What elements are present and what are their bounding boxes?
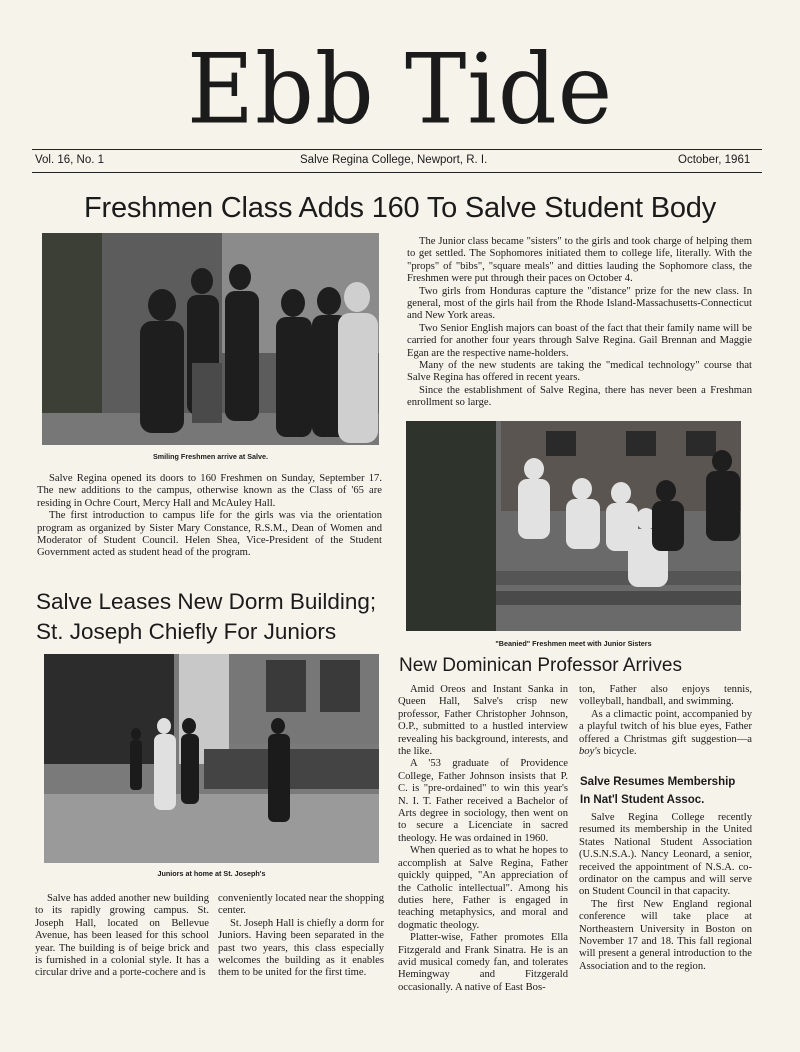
nsa-headline-line1: Salve Resumes Membership: [580, 776, 736, 788]
professor-climax-end: bicycle.: [600, 746, 637, 758]
lead-paragraph: Two girls from Honduras capture the "distance" prize for the new class. In general, most of the girls hail from the Rhode Island-Massachusetts-Connecticut and New York areas.: [407, 285, 752, 322]
professor-paragraph: ton, Father also enjoys tennis, volleyball, handball, and swimming.: [579, 684, 752, 708]
lead-story-left-text: [37, 473, 382, 560]
professor-story-col1: [398, 684, 568, 994]
professor-paragraph: Platter-wise, Father promotes Ella Fitzgerald and Frank Sinatra. He is an avid musical comedy fan, and tolerates Hemingway and Fitzgerald occasionally. A native of East Bos-: [398, 932, 568, 993]
lead-paragraph: The first introduction to campus life for the girls was via the orientation program as organized by Sister Mary Constance, R.S.M., Dean of Women and Moderator of Student Council. Helen Shea, Vice-President of the Student Government acted as student head of the program.: [37, 510, 382, 559]
dorm-paragraph: Salve has added another new building to its rapidly growing campus. St. Joseph Hall, located on Bellevue Avenue, has been leased for this school year. The building is of beige brick and is furnished in a colonial style. It has a circular drive and a porte-cochere and is: [35, 893, 209, 979]
st-joseph-hall-photo: [44, 654, 379, 863]
lead-paragraph: The Junior class became "sisters" to the girls and took charge of helping them to get settled. The Sophomores initiated them to college life, literally. With the "props" of "bibs", "square meals" and ditties lauding the Sophomore class, the Freshmen were put through their paces on October 4.: [407, 236, 752, 285]
nsa-paragraph: Salve Regina College recently resumed its membership in the United States National Student Association (U.S.N.S.A.). Nancy Leonard, a senior, received the appointment of N.S.A. co-ordinator on the campus and will serve on Student Council in that capacity.: [579, 812, 752, 898]
professor-headline: New Dominican Professor Arrives: [399, 655, 682, 676]
nsa-headline: [580, 773, 760, 809]
professor-paragraph: When queried as to what he hopes to accomplish at Salve Regina, Father quickly quipped, "An appreciation of the Catholic intellectual". Among his duties here, Father is engaged in teaching metaphysics, and moral and dogmatic theology.: [398, 845, 568, 931]
professor-climax-emphasis: boy's: [579, 746, 601, 758]
lead-headline: Freshmen Class Adds 160 To Salve Student Body: [83, 192, 717, 224]
masthead-top-rule: [32, 149, 762, 150]
freshmen-arrival-caption: Smiling Freshmen arrive at Salve.: [152, 452, 269, 461]
freshmen-arrival-photo: [42, 233, 379, 445]
college-location: Salve Regina College, Newport, R. I.: [300, 154, 488, 166]
nsa-paragraph: The first New England regional conference will take place at Northeastern University in Boston on November 17 and 18. This fall regional will present a general introduction to the Association and to the region.: [579, 898, 752, 972]
masthead-bottom-rule: [32, 172, 762, 173]
lead-paragraph: Many of the new students are taking the "medical technology" course that Salve Regina has offered in recent years.: [407, 360, 752, 384]
professor-climax-text: As a climactic point, accompanied by a playful twitch of his blue eyes, Father offered a Christmas gift suggestion—a: [579, 708, 752, 745]
nsa-headline-line2: In Nat'l Student Assoc.: [580, 794, 705, 806]
professor-paragraph: [579, 709, 752, 759]
dorm-headline-line2: St. Joseph Chiefly For Juniors: [36, 619, 337, 644]
professor-paragraph: Amid Oreos and Instant Sanka in Queen Hall, Salve's crisp new professor, Father Christopher Johnson, O.P., submitted to a hustled interview revealing his background, interests, and the like.: [398, 684, 568, 758]
dorm-story-col1: [35, 893, 209, 980]
professor-paragraph: A '53 graduate of Providence College, Father Johnson insists that P. C. is "pre-ordained" to win this year's N. I. T. Father received a Bachelor of Arts degree in sociology, then went on to secure a Licenciate in sacred theology. He was ordained in 1960.: [398, 758, 568, 844]
beanied-freshmen-caption: "Beanied" Freshmen meet with Junior Sisters: [495, 639, 652, 648]
lead-paragraph: Two Senior English majors can boast of the fact that their family name will be carried for another four years through Salve Regina. Gail Brennan and Maggie Egan are the respective name-holders.: [407, 322, 752, 359]
dorm-headline-line1: Salve Leases New Dorm Building;: [36, 589, 377, 614]
nsa-story-text: [579, 812, 752, 973]
beanied-freshmen-photo: [406, 421, 741, 631]
dorm-paragraph: conveniently located near the shopping center.: [218, 893, 384, 917]
lead-story-right-text: [407, 236, 752, 410]
lead-paragraph: Since the establishment of Salve Regina, there has never been a Freshman enrollment so large.: [407, 384, 752, 409]
st-joseph-caption: Juniors at home at St. Joseph's: [157, 869, 266, 878]
dorm-headline: [36, 587, 386, 647]
newspaper-masthead: Ebb Tide: [186, 33, 614, 146]
volume-number: Vol. 16, No. 1: [35, 154, 105, 166]
lead-paragraph: Salve Regina opened its doors to 160 Freshmen on Sunday, September 17. The new additions to the campus, otherwise known as the Class of '65 are residing in Ochre Court, Mercy Hall and McAuley Hall.: [37, 473, 382, 509]
professor-story-col2: [579, 684, 752, 758]
issue-date: October, 1961: [678, 154, 751, 166]
dorm-paragraph: St. Joseph Hall is chiefly a dorm for Juniors. Having been separated in the past two years, this class especially welcomes the building as it enables them to be united for the first time.: [218, 917, 384, 979]
dorm-story-col2: [218, 893, 384, 980]
